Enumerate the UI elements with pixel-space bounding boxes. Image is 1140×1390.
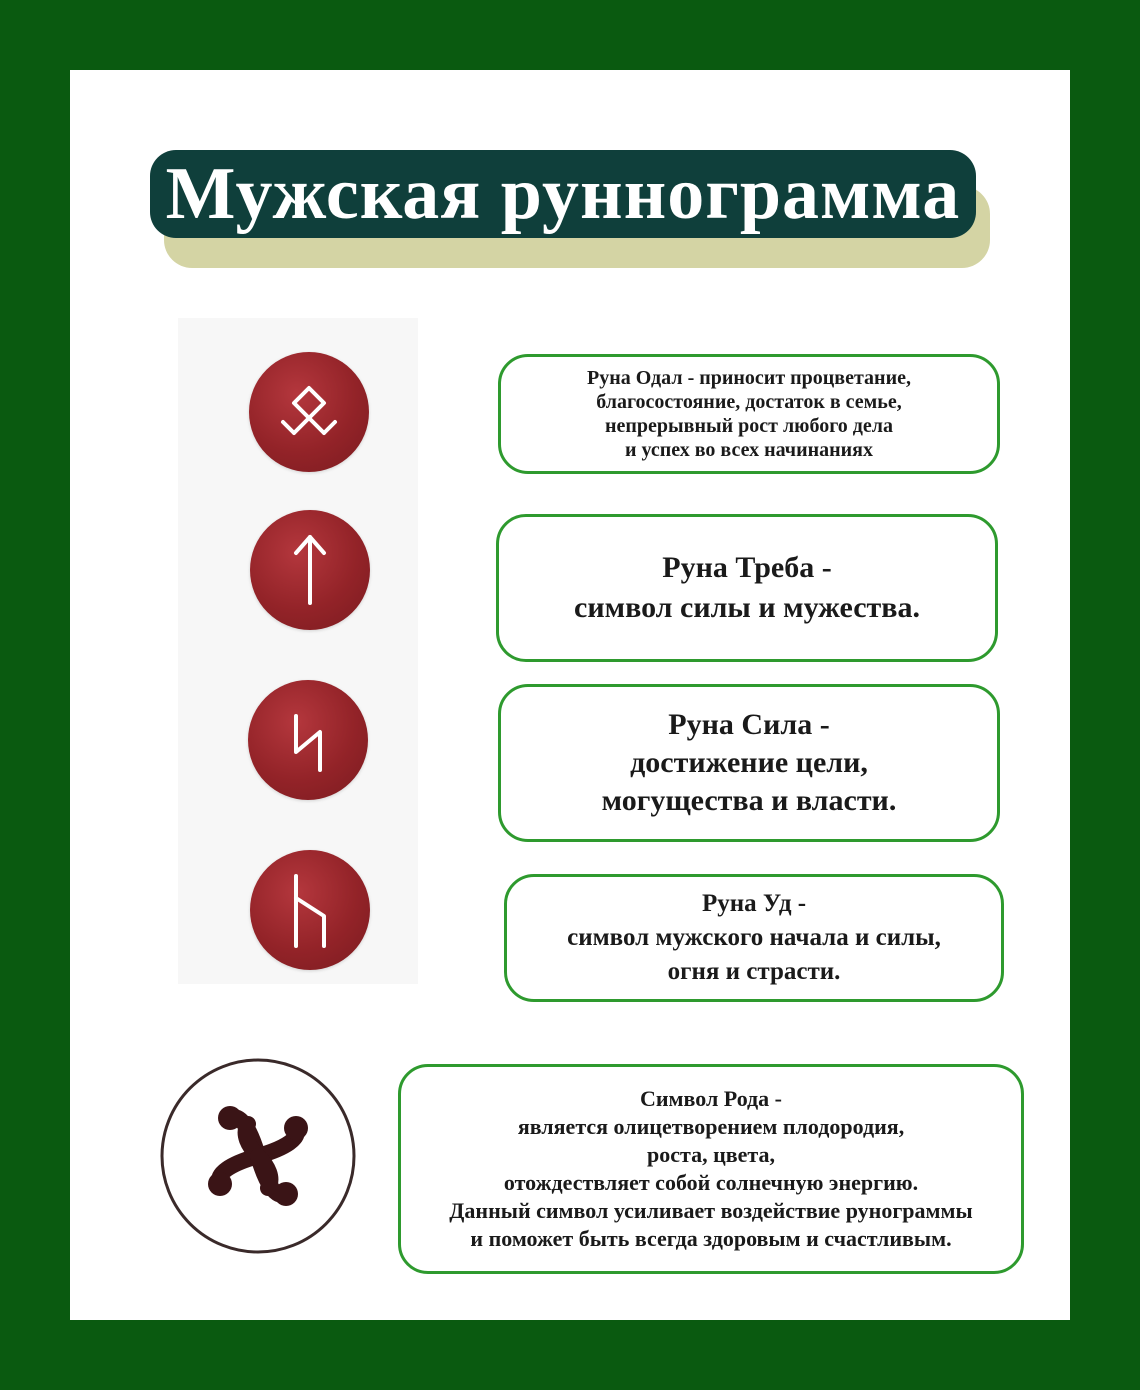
odal-line: Руна Одал - приносит процветание,	[587, 367, 911, 389]
ud-card	[504, 874, 1004, 1002]
ud-line: огня и страсти.	[667, 958, 841, 985]
roda-line: и поможет быть всегда здоровым и счастливым.	[470, 1226, 952, 1251]
page-title: Мужская руннограмма	[165, 153, 961, 235]
sila-line: Руна Сила -	[668, 708, 830, 741]
odal-rune-icon	[249, 352, 369, 472]
roda-line: Данный символ усиливает воздействие рунограммы	[449, 1198, 973, 1223]
roda-card	[398, 1064, 1024, 1274]
treba-line: Руна Треба -	[662, 551, 832, 584]
ud-line: Руна Уд -	[701, 890, 807, 917]
ud-rune-icon	[250, 850, 370, 970]
treba-line: символ силы и мужества.	[574, 591, 920, 624]
odal-card	[498, 354, 1000, 474]
sila-line: достижение цели,	[630, 746, 868, 779]
odal-line: и успех во всех начинаниях	[624, 439, 873, 461]
roda-symbol-icon	[160, 1058, 356, 1254]
treba-card	[496, 514, 998, 662]
sila-rune-icon	[248, 680, 368, 800]
odal-line: благосостояние, достаток в семье,	[596, 391, 902, 413]
treba-rune-icon	[250, 510, 370, 630]
odal-line: непрерывный рост любого дела	[605, 415, 893, 437]
sila-line: могущества и власти.	[601, 784, 897, 817]
ud-line: символ мужского начала и силы,	[567, 924, 941, 951]
roda-line: является олицетворением плодородия,	[517, 1114, 905, 1139]
roda-line: Символ Рода -	[639, 1086, 783, 1111]
title-banner	[150, 150, 990, 270]
title-box	[150, 150, 976, 238]
sila-card	[498, 684, 1000, 842]
roda-line: отождествляет собой солнечную энергию.	[503, 1170, 919, 1195]
roda-line: роста, цвета,	[647, 1142, 775, 1167]
